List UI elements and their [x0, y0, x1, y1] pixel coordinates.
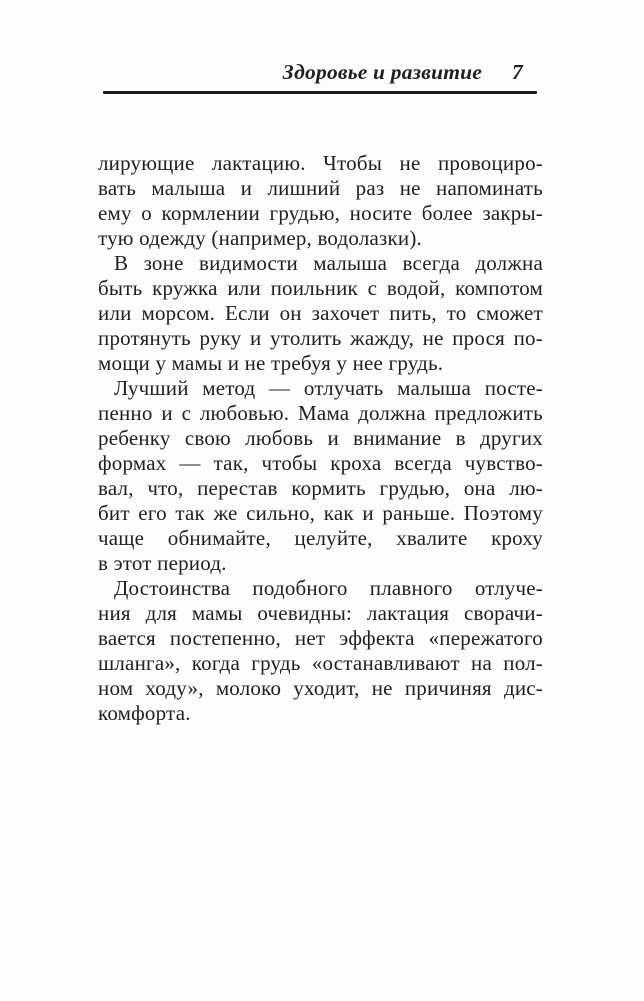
text-line: вал, что, перестав кормить грудью, она лю- — [98, 476, 543, 500]
text-line: или морсом. Если он захочет пить, то сможет — [98, 301, 543, 325]
text-line: быть кружка или поильник с водой, компотом — [98, 276, 543, 300]
text-line: тую одежду (например, водолазки). — [98, 226, 422, 250]
text-line: шланга», когда грудь «останавливают на пол- — [98, 651, 543, 675]
text-line: формах — так, чтобы кроха всегда чувство- — [98, 451, 543, 475]
paragraph — [98, 376, 543, 576]
paragraph — [98, 251, 543, 376]
header-rule — [103, 91, 537, 94]
text-line: пенно и с любовью. Мама должна предложить — [98, 401, 543, 425]
running-head-title: Здоровье и развитие — [282, 60, 483, 84]
page-number: 7 — [512, 60, 523, 84]
text-line: В зоне видимости малыша всегда должна — [114, 251, 543, 275]
text-line: ребенку свою любовь и внимание в других — [98, 426, 543, 450]
text-line: вать малыша и лишний раз не напоминать — [98, 176, 543, 200]
text-line: чаще обнимайте, целуйте, хвалите кроху — [98, 526, 543, 550]
text-line: бит его так же сильно, как и раньше. Поэтому — [98, 501, 543, 525]
text-column — [98, 151, 543, 726]
text-line: ния для мамы очевидны: лактация сворачи- — [98, 601, 543, 625]
paragraph — [98, 576, 543, 726]
text-line: протянуть руку и утолить жажду, не прося по- — [98, 326, 543, 350]
text-line: в этот период. — [98, 551, 227, 575]
text-line: мощи у мамы и не требуя у нее грудь. — [98, 351, 444, 375]
text-line: ном ходу», молоко уходит, не причиняя дис- — [98, 676, 543, 700]
text-line: Достоинства подобного плавного отлуче- — [114, 576, 543, 600]
text-line: комфорта. — [98, 701, 191, 725]
text-line: вается постепенно, нет эффекта «пережатого — [98, 626, 543, 650]
paragraph — [98, 151, 543, 251]
text-line: Лучший метод — отлучать малыша посте- — [114, 376, 543, 400]
running-head — [103, 60, 537, 85]
text-line: ему о кормлении грудью, носите более закры- — [98, 201, 543, 225]
text-line: лирующие лактацию. Чтобы не провоциро- — [98, 151, 543, 175]
